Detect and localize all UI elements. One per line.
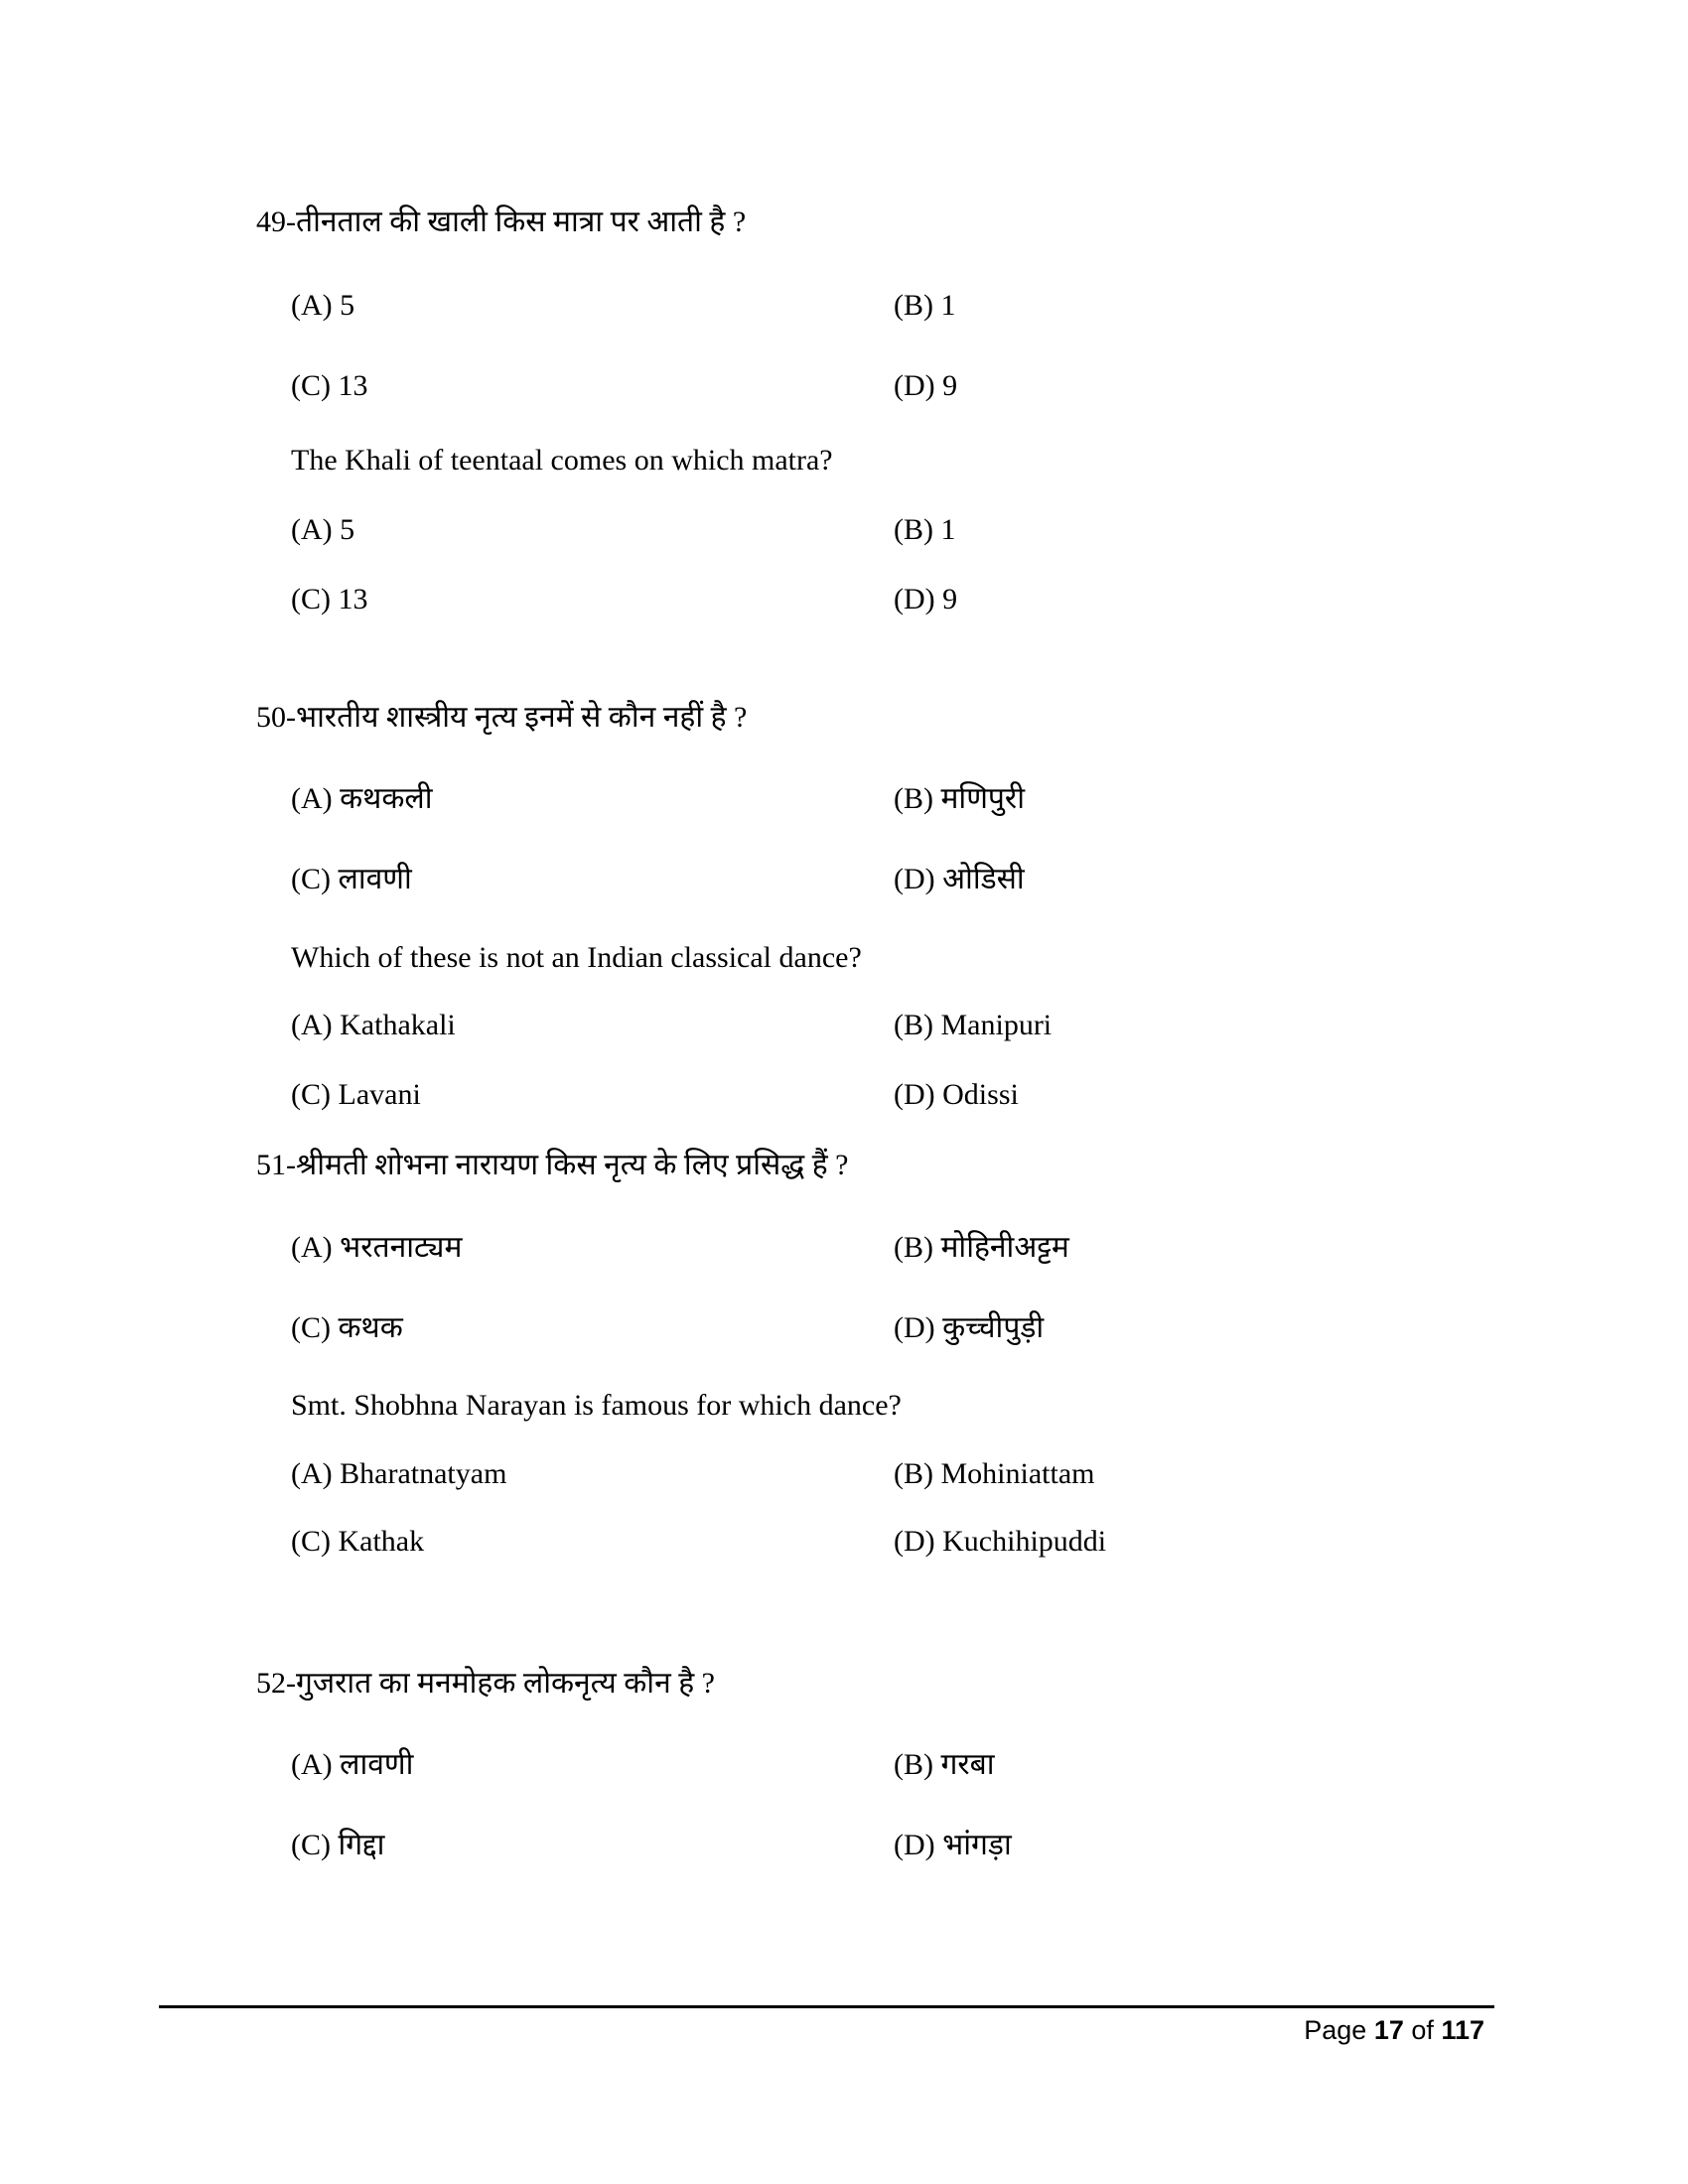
question-english: Smt. Shobhna Narayan is famous for which dance? (291, 1389, 902, 1422)
option-hindi: (A) 5 (291, 289, 355, 322)
option-hindi: (A) भरतनाट्यम (291, 1231, 463, 1264)
page-number (1304, 2015, 1484, 2046)
option-english: (D) 9 (894, 583, 958, 615)
total-pages: 117 (1441, 2015, 1484, 2045)
option-hindi: (C) गिद्दा (291, 1829, 385, 1861)
of-label: of (1411, 2015, 1434, 2045)
option-english: (D) Kuchihipuddi (894, 1525, 1107, 1558)
option-english: (C) Kathak (291, 1525, 425, 1558)
option-hindi: (A) कथकली (291, 782, 433, 815)
option-hindi: (B) गरबा (894, 1748, 995, 1781)
question-english: Which of these is not an Indian classical dance? (291, 941, 862, 974)
option-hindi: (A) लावणी (291, 1748, 414, 1781)
option-english: (B) Mohiniattam (894, 1457, 1095, 1490)
question-hindi: 52-गुजरात का मनमोहक लोकनृत्य कौन है ? (256, 1667, 715, 1700)
option-english: (B) 1 (894, 513, 956, 546)
option-hindi: (C) कथक (291, 1311, 403, 1344)
option-english: (A) Kathakali (291, 1009, 456, 1041)
option-hindi: (D) भांगड़ा (894, 1829, 1012, 1861)
option-hindi: (D) 9 (894, 369, 958, 402)
option-english: (C) 13 (291, 583, 368, 615)
option-english: (C) Lavani (291, 1078, 421, 1111)
option-english: (A) 5 (291, 513, 355, 546)
option-hindi: (B) मोहिनीअट्टम (894, 1231, 1069, 1264)
option-english: (B) Manipuri (894, 1009, 1053, 1041)
question-hindi: 49-तीनताल की खाली किस मात्रा पर आती है ? (256, 205, 747, 238)
option-hindi: (D) ओडिसी (894, 863, 1025, 895)
page-label: Page (1304, 2015, 1367, 2045)
option-hindi: (C) लावणी (291, 863, 412, 895)
question-english: The Khali of teentaal comes on which matra? (291, 444, 833, 477)
question-hindi: 51-श्रीमती शोभना नारायण किस नृत्य के लिए प्रसिद्ध हैं ? (256, 1149, 849, 1181)
option-hindi: (B) 1 (894, 289, 956, 322)
footer-rule (159, 2005, 1494, 2008)
question-hindi: 50-भारतीय शास्त्रीय नृत्य इनमें से कौन नहीं है ? (256, 701, 748, 734)
option-english: (A) Bharatnatyam (291, 1457, 507, 1490)
option-hindi: (B) मणिपुरी (894, 782, 1025, 815)
current-page: 17 (1373, 2015, 1404, 2045)
option-english: (D) Odissi (894, 1078, 1019, 1111)
option-hindi: (D) कुच्चीपुड़ी (894, 1311, 1045, 1344)
option-hindi: (C) 13 (291, 369, 368, 402)
